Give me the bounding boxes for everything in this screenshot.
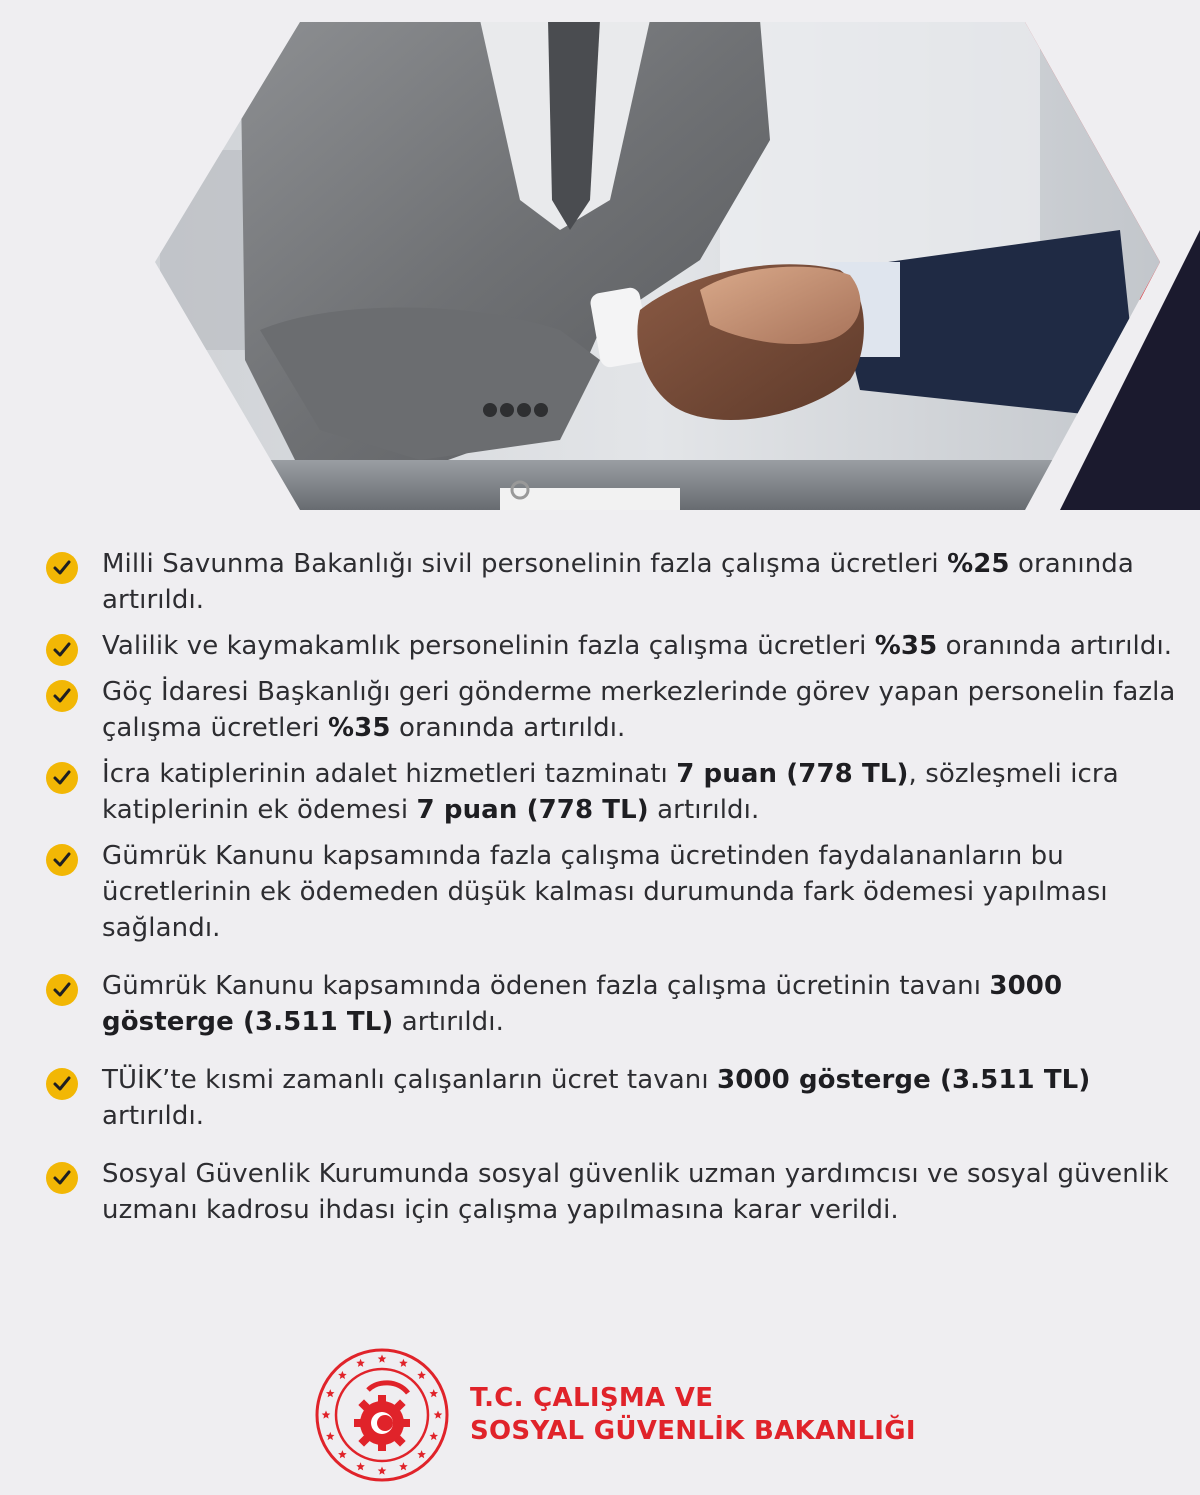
seal-star [326, 1389, 335, 1397]
list-item [46, 1062, 1176, 1134]
list-item [46, 968, 1176, 1040]
seal-star [417, 1371, 426, 1379]
highlight-value: 7 puan (778 TL) [676, 759, 909, 789]
list-item [46, 838, 1176, 946]
text-segment: Milli Savunma Bakanlığı sivil personelinin fazla çalışma ücretleri [102, 549, 948, 579]
check-icon [46, 1068, 78, 1100]
highlight-value: 3000 gösterge (3.511 TL) [102, 971, 1063, 1037]
check-icon [46, 552, 78, 584]
list-item-text [102, 546, 1176, 618]
check-icon [46, 634, 78, 666]
seal-star [399, 1462, 408, 1470]
check-icon [46, 1162, 78, 1194]
text-segment: Göç İdaresi Başkanlığı geri gönderme merkezlerinde görev yapan personelin fazla çalışma ücretleri [102, 677, 1176, 743]
announcement-list [46, 546, 1176, 1228]
seal-star [356, 1462, 365, 1470]
check-icon [46, 974, 78, 1006]
hero-graphic [0, 0, 1200, 520]
handshake-photo [150, 20, 1165, 520]
list-item-text [102, 968, 1176, 1040]
list-item [46, 756, 1176, 828]
highlight-value: %35 [874, 631, 938, 661]
text-segment: oranında artırıldı. [390, 713, 626, 743]
list-item [46, 628, 1176, 664]
text-segment: Sosyal Güvenlik Kurumunda sosyal güvenlik uzman yardımcısı ve sosyal güvenlik uzmanı kadrosu ihdası için çalışma yapılmasına karar verildi. [102, 1159, 1169, 1225]
list-item-text [102, 628, 1176, 664]
list-item [46, 674, 1176, 746]
seal-star [430, 1389, 439, 1397]
list-item-text [102, 674, 1176, 746]
ministry-name [470, 1382, 916, 1448]
text-segment: artırıldı. [102, 1101, 205, 1131]
text-segment: artırıldı. [393, 1007, 504, 1037]
list-item-text [102, 838, 1176, 946]
highlight-value: %25 [947, 549, 1010, 579]
text-segment: oranında artırıldı. [102, 549, 1134, 615]
list-item-text [102, 756, 1176, 828]
seal-star [326, 1432, 335, 1440]
text-segment: , sözleşmeli icra katiplerinin ek ödemesi [102, 759, 1119, 825]
text-segment: TÜİK’te kısmi zamanlı çalışanların ücret tavanı [102, 1065, 718, 1095]
seal-star [338, 1450, 347, 1458]
seal-star [434, 1411, 443, 1419]
check-icon [46, 680, 78, 712]
seal-star [338, 1371, 347, 1379]
seal-star [378, 1467, 387, 1475]
list-item [46, 1156, 1176, 1228]
seal-star [356, 1359, 365, 1367]
text-segment: İcra katiplerinin adalet hizmetleri tazminatı [102, 759, 677, 789]
highlight-value: 3000 gösterge (3.511 TL) [717, 1065, 1091, 1095]
seal-star [430, 1432, 439, 1440]
highlight-value: 7 puan (778 TL) [416, 795, 649, 825]
check-icon [46, 762, 78, 794]
text-segment: Valilik ve kaymakamlık personelinin fazla çalışma ücretleri [102, 631, 875, 661]
seal-star [399, 1359, 408, 1367]
seal-star [417, 1450, 426, 1458]
text-segment: Gümrük Kanunu kapsamında fazla çalışma ücretinden faydalananların bu ücretlerinin ek ödemeden düşük kalması durumunda fark ödemesi yapılması sağlandı. [102, 841, 1108, 943]
ministry-seal-icon [308, 1345, 456, 1485]
list-item-text [102, 1062, 1176, 1134]
ministry-name-line2: SOSYAL GÜVENLİK BAKANLIĞI [470, 1416, 916, 1446]
hero-banner [0, 0, 1200, 520]
ministry-name-line1: T.C. ÇALIŞMA VE [470, 1383, 714, 1413]
text-segment: Gümrük Kanunu kapsamında ödenen fazla çalışma ücretinin tavanı [102, 971, 990, 1001]
footer-branding [308, 1345, 928, 1485]
seal-star [378, 1355, 387, 1363]
list-item [46, 546, 1176, 618]
highlight-value: %35 [328, 713, 391, 743]
seal-star [322, 1411, 331, 1419]
text-segment: artırıldı. [648, 795, 760, 825]
list-item-text [102, 1156, 1176, 1228]
text-segment: oranında artırıldı. [937, 631, 1173, 661]
check-icon [46, 844, 78, 876]
